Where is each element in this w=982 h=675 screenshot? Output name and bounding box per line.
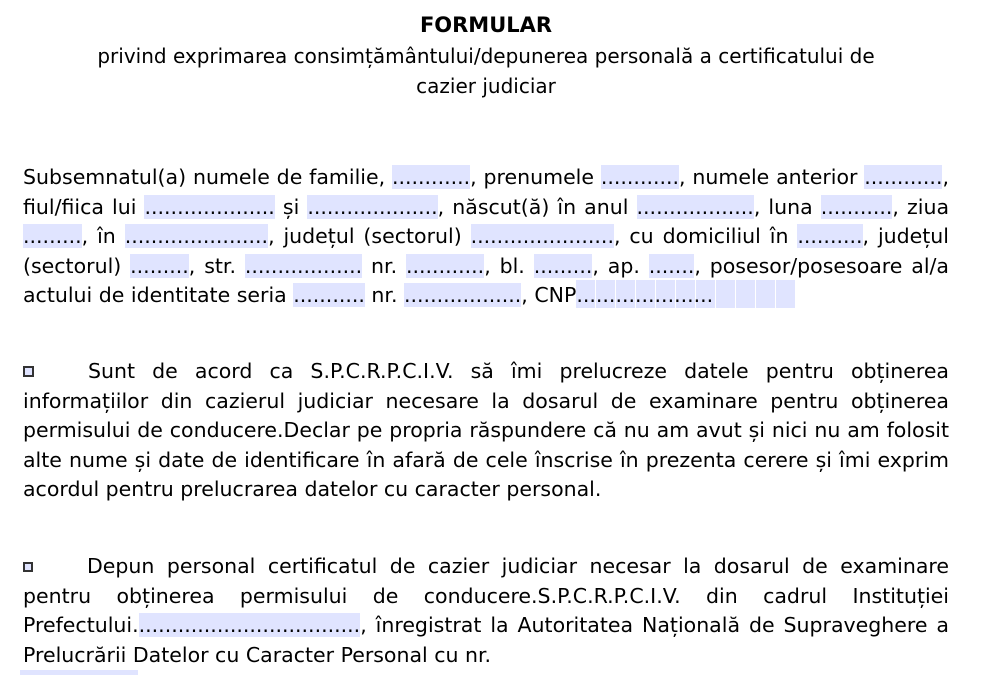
cnp-digit-box[interactable] [756, 280, 775, 308]
cnp-digit-box[interactable] [736, 280, 755, 308]
label-text: , în [81, 224, 125, 249]
consent-checkbox[interactable] [23, 366, 34, 377]
id-number-field[interactable]: .................. [404, 283, 522, 308]
label-text: , bl. [484, 253, 534, 278]
label-text: , cu domiciliul în [613, 224, 798, 249]
birth-month-field[interactable]: ........... [820, 194, 893, 219]
deposit-text-2: , înregistrat la Autoritatea Națională de Supraveghere a Prelucrării Datelor cu Caracter Personal cu nr. [23, 613, 949, 667]
deposit-paragraph [23, 552, 949, 670]
cnp-digit-box[interactable] [716, 280, 735, 308]
birth-place-field[interactable]: ...................... [124, 224, 269, 249]
cnp-field[interactable] [576, 283, 713, 307]
identity-paragraph [23, 163, 949, 311]
previous-name-field[interactable]: ............ [864, 165, 943, 189]
label-text: , luna [753, 194, 821, 219]
consent-text: Sunt de acord ca S.P.C.R.P.C.I.V. să îmi prelucreze datele pentru obținerea informațiilor din cazierul judiciar necesare la dosarul de examinare pentru obținerea permisului de conducere.Declar pe propria răspundere că nu am avut și nici nu am folosit alte nume și date de identificare în afară de cele înscrise în prezenta cerere și îmi exprim acordul pentru prelucrarea datelor cu caracter personal. [23, 359, 949, 502]
street-number-field[interactable]: ............ [405, 253, 485, 278]
street-field[interactable]: .................. [244, 253, 363, 278]
label-text: și [274, 194, 308, 219]
form-subtitle [0, 41, 972, 101]
father-name-field[interactable]: .................... [144, 194, 275, 219]
deposit-text: Depun personal certificatul de cazier judiciar necesar la dosarul de examinare pentru obținerea permisului de conducere.S.P.C.R.P.C.I.V. din cadrul Instituției Prefectului. [23, 554, 949, 638]
label-text: , numele anterior [679, 165, 865, 189]
label-text: , județul (sectorul) [23, 224, 949, 278]
label-text: nr. [362, 253, 406, 278]
first-name-field[interactable]: ............ [600, 165, 680, 189]
institution-field[interactable]: .................................. [138, 613, 361, 638]
address-county-field[interactable]: ......... [130, 253, 189, 278]
block-field[interactable]: ......... [533, 253, 593, 278]
form-title: FORMULAR [419, 13, 553, 37]
birth-year-field[interactable]: .................. [636, 194, 754, 219]
apartment-field[interactable]: ....... [648, 253, 695, 278]
subtitle-line-2: cazier judiciar [416, 74, 556, 98]
birth-county-field[interactable]: ...................... [470, 224, 614, 249]
label-text: nr. [364, 283, 404, 308]
mother-name-field[interactable]: .................... [307, 194, 438, 219]
last-name-field[interactable]: ............ [391, 165, 471, 189]
cnp-dots: ..................... [576, 283, 714, 308]
address-field[interactable]: .......... [797, 224, 863, 249]
label-text: Subsemnatul(a) numele de familie, [23, 165, 392, 189]
subtitle-line-1: privind exprimarea consimțământului/depunerea personală a certificatului de [97, 44, 875, 68]
label-text: , ap. [592, 253, 649, 278]
label-text: , str. [188, 253, 245, 278]
label-text: , prenumele [470, 165, 601, 189]
id-series-field[interactable]: ........... [293, 283, 365, 308]
deposit-checkbox[interactable] [23, 562, 33, 572]
consent-paragraph [23, 357, 949, 505]
label-text: , ziua [892, 194, 950, 219]
label-text: , fiul/fiica lui [23, 165, 949, 219]
label-text: , născut(ă) în anul [437, 194, 637, 219]
label-text: , județul (sectorul) [268, 224, 471, 249]
registration-number-field[interactable] [20, 670, 138, 675]
cnp-digit-box[interactable] [776, 280, 795, 308]
label-text: , CNP [521, 283, 577, 308]
birth-day-field[interactable]: ......... [23, 224, 82, 249]
label-text: , posesor/posesoare al/a actului de identitate seria [23, 253, 949, 308]
